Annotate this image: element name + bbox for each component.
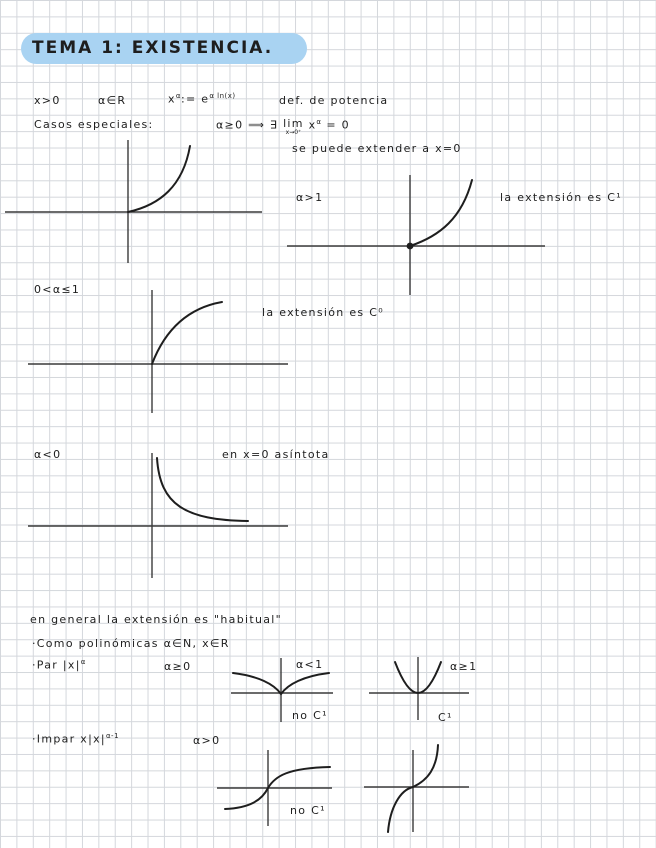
graph-even-ge1-note: C¹	[438, 711, 453, 724]
bullet-odd: ·Impar $x|x|^{\alpha-1}$	[32, 732, 120, 746]
graph-odd-a	[217, 750, 332, 826]
origin-point	[407, 243, 414, 250]
bullet-polynomial: ·Como polinómicas α∈N, x∈R	[32, 637, 230, 650]
graph-even-ge1-label: α≥1	[450, 660, 478, 673]
extend-note: se puede extender a x=0	[292, 142, 462, 155]
graph-odd-b	[364, 745, 469, 832]
condition-x-positive: x>0	[34, 94, 61, 107]
bullet-even-condition: α≥0	[164, 660, 192, 673]
graph-even-ge1	[369, 657, 469, 720]
limit-statement: α≥0 ⟹ ∃ lim x→0⁺ $x^\alpha = 0$	[216, 117, 350, 136]
graph-alpha-gt-1	[287, 175, 545, 295]
graph-alpha-neg	[28, 453, 288, 578]
graph-odd-note: no C¹	[290, 804, 326, 817]
graph-alpha-mid	[28, 290, 288, 413]
alpha-real: α∈R	[98, 94, 127, 107]
case-alpha-neg-label: α<0	[34, 448, 62, 461]
case-alpha-gt-1-note: la extensión es C¹	[500, 191, 622, 204]
case-alpha-mid-label: 0<α≤1	[34, 283, 81, 296]
general-note: en general la extensión es "habitual"	[30, 613, 283, 626]
case-alpha-mid-note: la extensión es C⁰	[262, 306, 384, 319]
bullet-even: ·Par $|x|^\alpha$	[32, 658, 86, 672]
graph-alpha-nonneg	[5, 140, 262, 263]
bullet-odd-condition: α>0	[193, 734, 221, 747]
graph-even-lt1-note: no C¹	[292, 709, 328, 722]
graph-even-lt1	[231, 658, 333, 722]
power-definition-note: def. de potencia	[279, 94, 389, 107]
graph-even-lt1-label: α<1	[296, 658, 324, 671]
power-definition: $x^\alpha:= e^{\alpha ln(x)}$	[168, 92, 236, 106]
case-alpha-neg-note: en x=0 asíntota	[222, 448, 330, 461]
case-alpha-gt-1-label: α>1	[296, 191, 324, 204]
special-cases-label: Casos especiales:	[34, 118, 154, 131]
page-title: TEMA 1: EXISTENCIA.	[32, 38, 274, 58]
